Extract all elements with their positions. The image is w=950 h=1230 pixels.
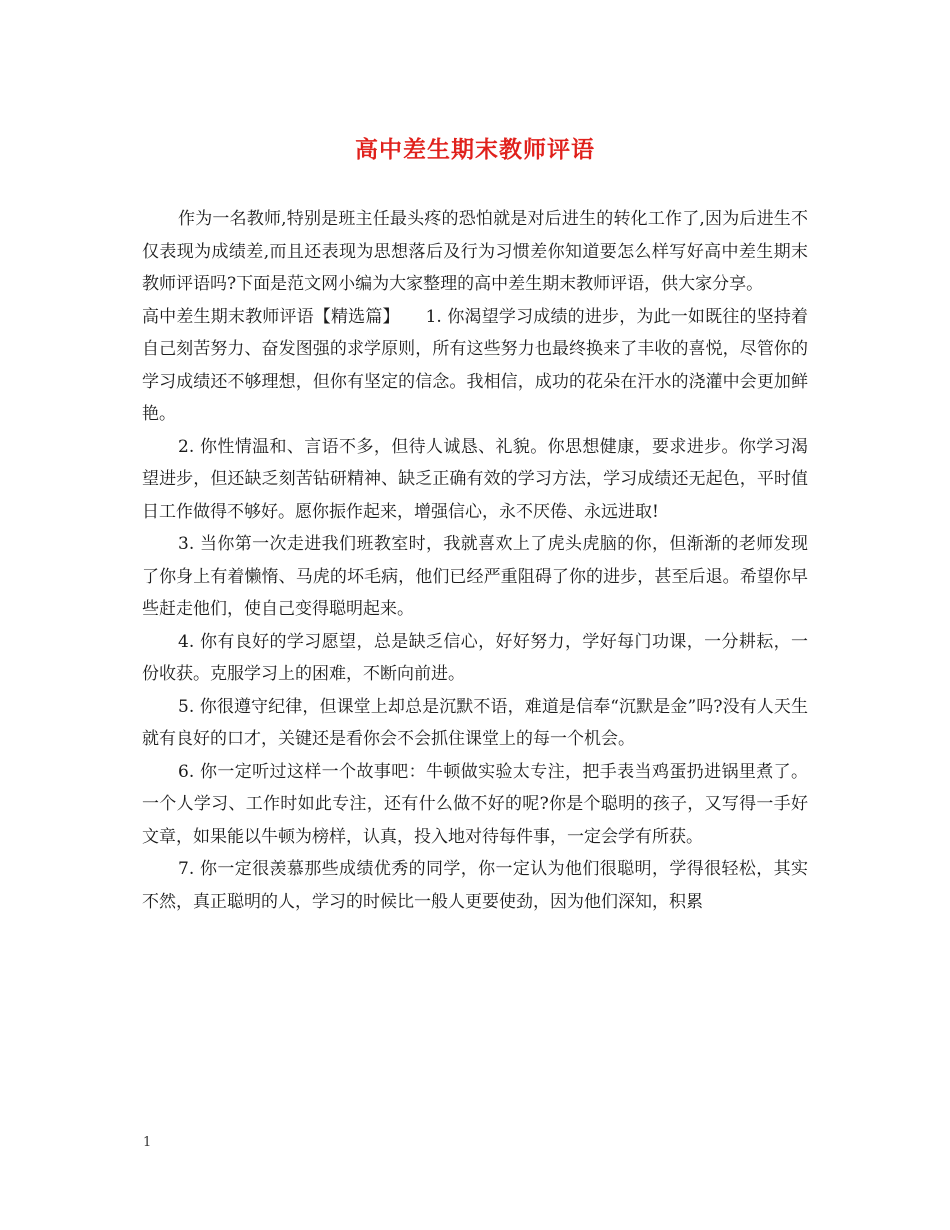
page-number: 1 [143, 1135, 152, 1150]
comment-paragraph-2: 2. 你性情温和、言语不多，但待人诚恳、礼貌。你思想健康，要求进步。你学习渴望进步，但还缺乏刻苦钻研精神、缺乏正确有效的学习方法，学习成绩还无起色，平时值日工作做得不够好。愿你振作起来，增强信心，永不厌倦、永远进取! [142, 436, 808, 522]
comment-paragraph-1: 高中差生期末教师评语【精选篇】 1. 你渴望学习成绩的进步，为此一如既往的坚持着自己刻苦努力、奋发图强的求学原则，所有这些努力也最终换来了丰收的喜悦，尽管你的学习成绩还不够理想，但你有坚定的信念。我相信，成功的花朵在汗水的浇灌中会更加鲜艳。 [142, 306, 808, 424]
comment-paragraph-6: 6. 你一定听过这样一个故事吧：牛顿做实验太专注，把手表当鸡蛋扔进锅里煮了。一个人学习、工作时如此专注，还有什么做不好的呢?你是个聪明的孩子，又写得一手好文章，如果能以牛顿为榜样，认真，投入地对待每件事，一定会学有所获。 [142, 761, 808, 847]
comment-paragraph-7: 7. 你一定很羡慕那些成绩优秀的同学，你一定认为他们很聪明，学得很轻松，其实不然，真正聪明的人，学习的时候比一般人更要使劲，因为他们深知，积累 [142, 859, 808, 912]
comment-paragraph-5: 5. 你很遵守纪律，但课堂上却总是沉默不语，难道是信奉“沉默是金”吗?没有人天生就有良好的口才，关键还是看你会不会抓住课堂上的每一个机会。 [142, 696, 808, 749]
intro-paragraph: 作为一名教师,特别是班主任最头疼的恐怕就是对后进生的转化工作了,因为后进生不仅表现为成绩差,而且还表现为思想落后及行为习惯差你知道要怎么样写好高中差生期末教师评语吗?下面是范文网小编为大家整理的高中差生期末教师评语，供大家分享。 [142, 209, 808, 294]
comment-paragraph-4: 4. 你有良好的学习愿望，总是缺乏信心，好好努力，学好每门功课，一分耕耘，一份收获。克服学习上的困难，不断向前进。 [142, 631, 808, 684]
comment-paragraph-3: 3. 当你第一次走进我们班教室时，我就喜欢上了虎头虎脑的你，但渐渐的老师发现了你身上有着懒惰、马虎的坏毛病，他们已经严重阻碍了你的进步，甚至后退。希望你早些赶走他们，使自己变得聪明起来。 [142, 534, 808, 619]
document-body [142, 203, 808, 918]
document-title: 高中差生期末教师评语 [355, 136, 595, 163]
